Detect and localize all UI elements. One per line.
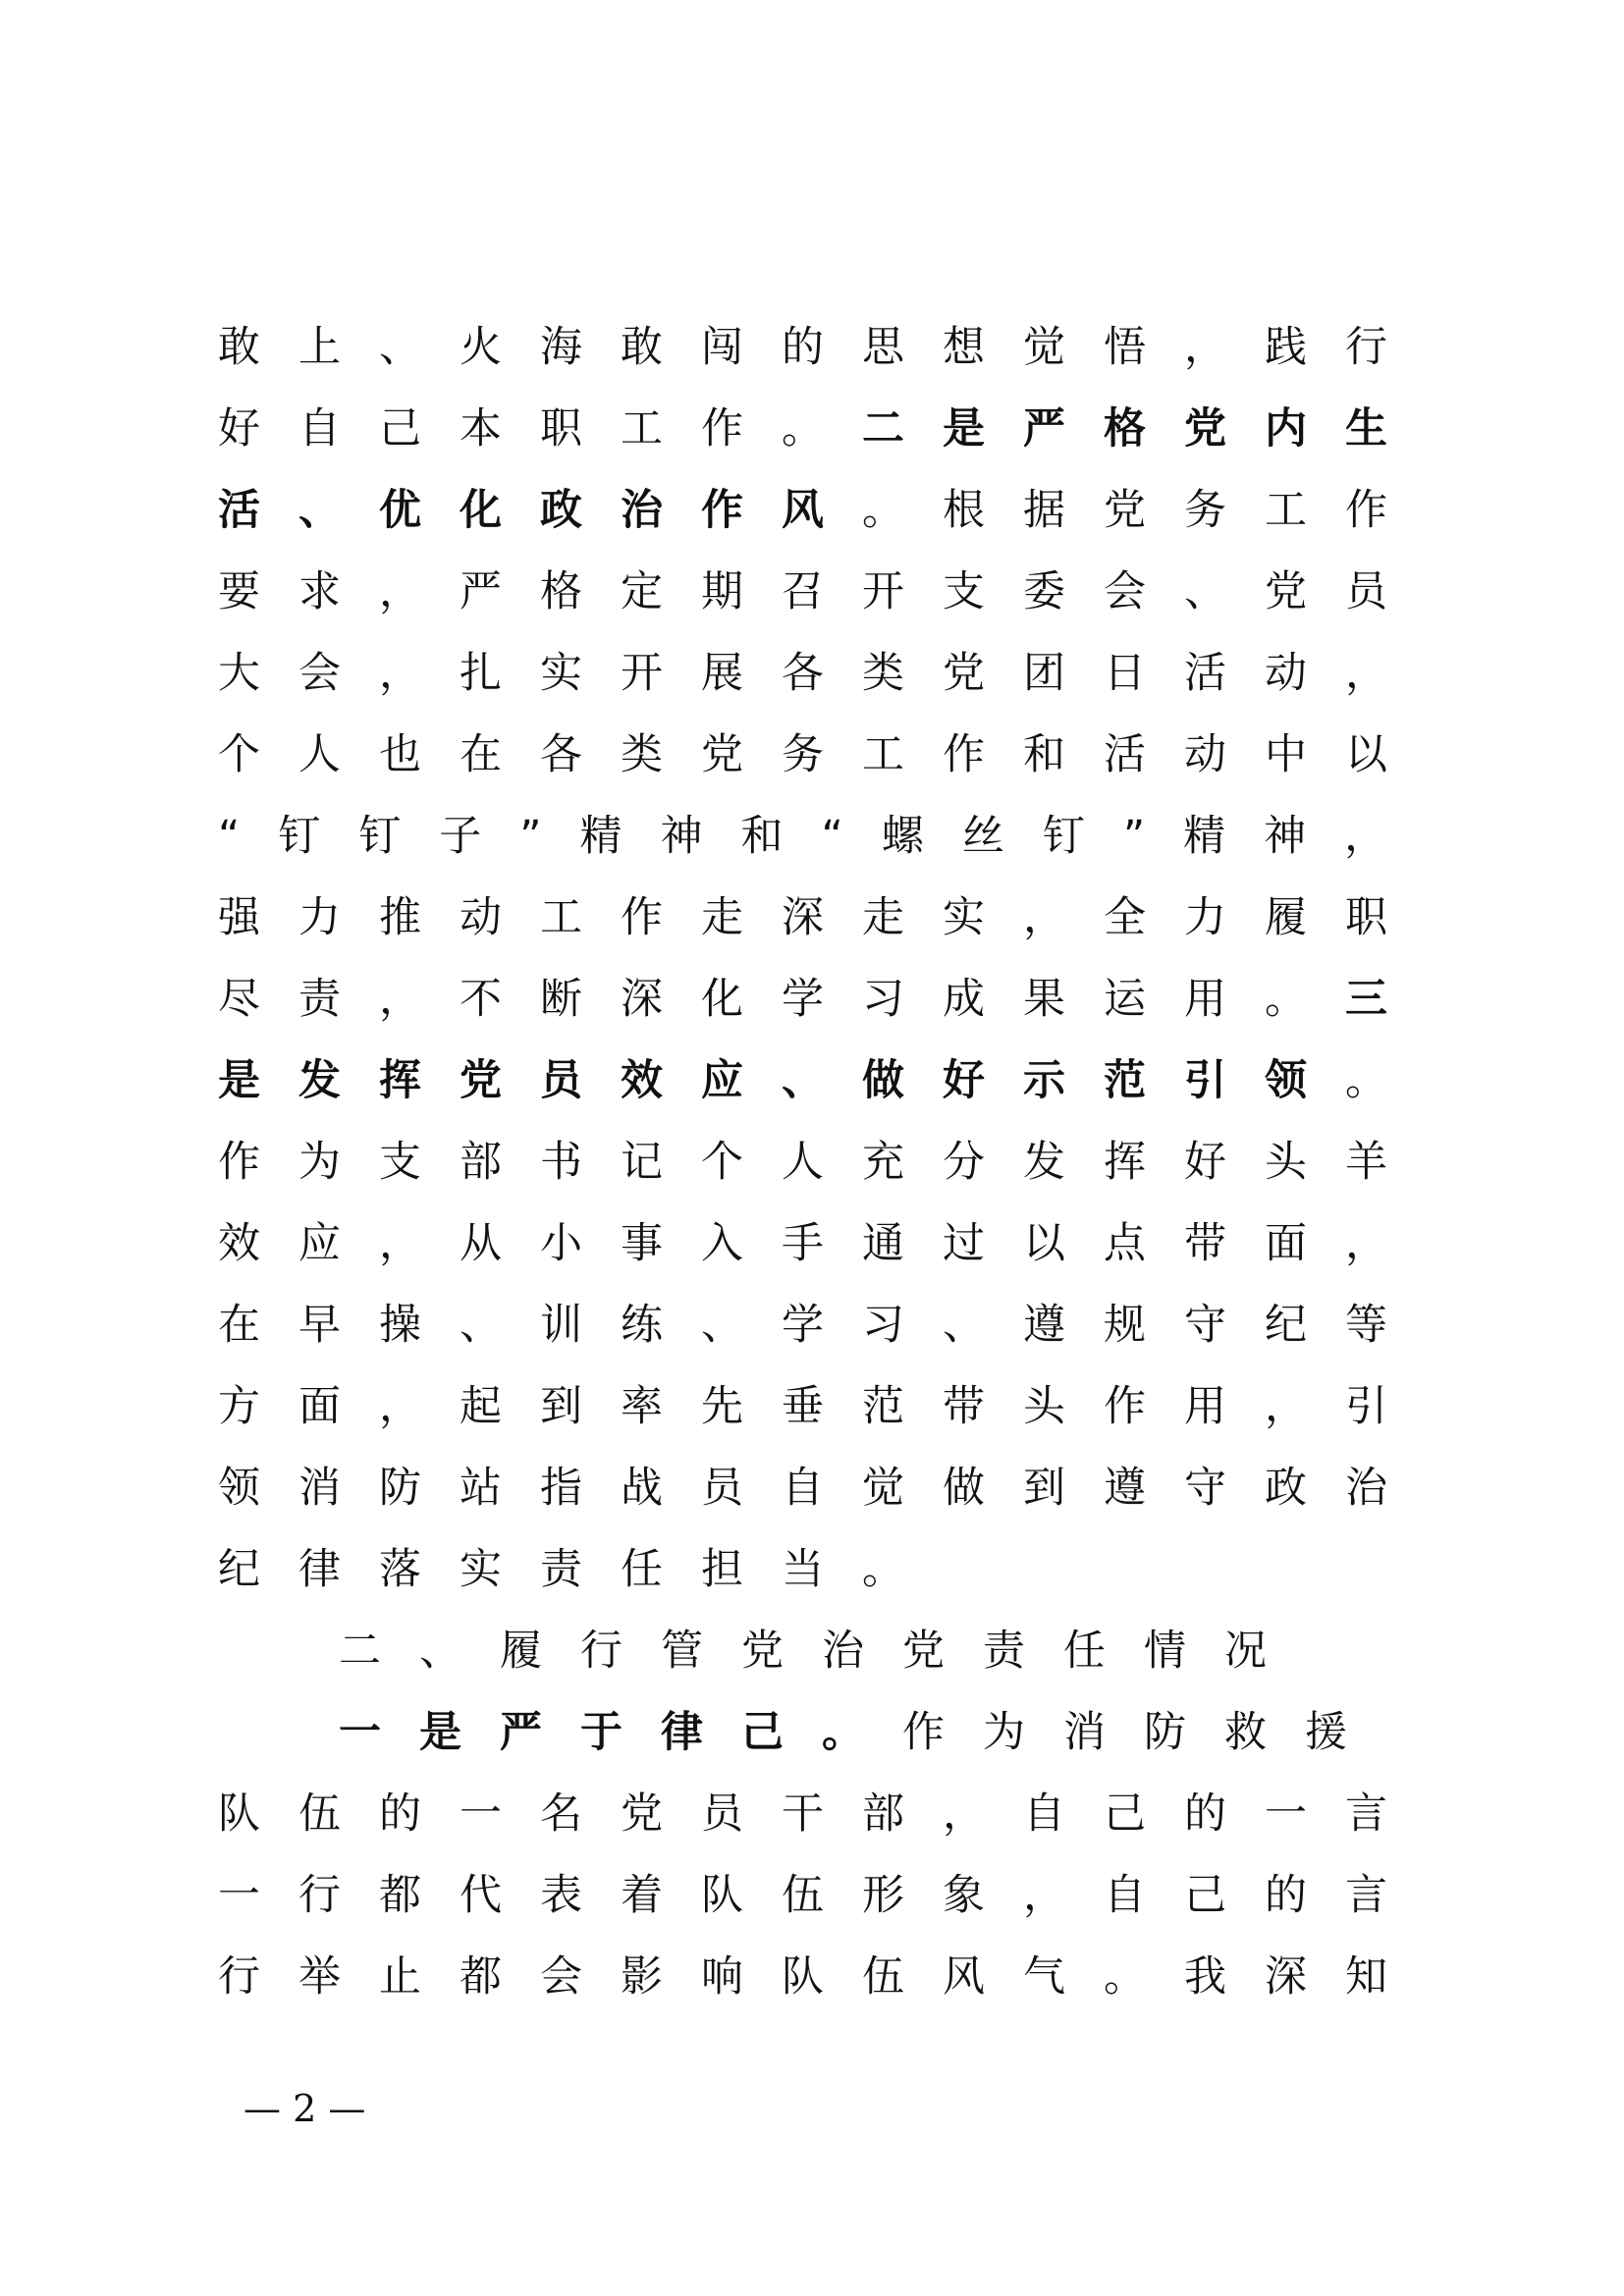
line-text: 强力推动工作走深走实，全力履职 (218, 893, 1426, 942)
bold-phrase: 二是严格党内生 (862, 404, 1426, 454)
body-line-4 (218, 551, 1426, 633)
para2-line-3 (218, 1854, 1426, 1937)
bold-phrase: 是发挥党员效应、做好示范引领 (218, 1056, 1345, 1105)
body-line-3 (218, 469, 1426, 552)
line-text: 。根据党务工作 (862, 486, 1426, 535)
line-text: 队伍的一名党员干部，自己的一言 (218, 1789, 1426, 1839)
line-text: 效应，从小事入手通过以点带面， (218, 1219, 1426, 1268)
body-line-6 (218, 714, 1426, 796)
body-line-5 (218, 632, 1426, 715)
line-text: 。 (1345, 1056, 1426, 1105)
body-line-1 (218, 306, 1426, 389)
body-line-11 (218, 1121, 1426, 1203)
para2-first-line (339, 1691, 1517, 1774)
body-line-16 (218, 1528, 1396, 1611)
body-line-7 (218, 795, 1426, 878)
body-line-13 (218, 1284, 1426, 1366)
line-text: “钉钉子”精神和“螺丝钉”精神， (218, 812, 1426, 861)
body-line-2 (218, 388, 1426, 470)
bold-phrase: 三 (1345, 975, 1426, 1024)
page-number: — 2 — (244, 2087, 366, 2130)
line-text: 好自己本职工作。 (218, 404, 862, 454)
body-line-10 (218, 1040, 1426, 1122)
line-text: 尽责，不断深化学习成果运用。 (218, 975, 1345, 1024)
line-text: 在早操、训练、学习、遵规守纪等 (218, 1301, 1426, 1350)
line-text: 领消防站指战员自觉做到遵守政治 (218, 1464, 1426, 1513)
bold-phrase: 一是严于律己。 (339, 1708, 902, 1757)
para2-line-2 (218, 1773, 1426, 1855)
line-text: 要求，严格定期召开支委会、党员 (218, 567, 1426, 616)
line-text: 作为支部书记个人充分发挥好头羊 (218, 1138, 1426, 1187)
body-line-14 (218, 1365, 1426, 1448)
line-text: 一行都代表着队伍形象，自己的言 (218, 1871, 1426, 1920)
line-text: 敢上、火海敢闯的思想觉悟，践行 (218, 323, 1426, 372)
line-text: 大会，扎实开展各类党团日活动， (218, 649, 1426, 698)
bold-phrase: 活、优化政治作风 (218, 486, 862, 535)
line-text: 作为消防救援 (902, 1708, 1385, 1757)
body-line-12 (218, 1202, 1426, 1285)
line-text: 方面，起到率先垂范带头作用，引 (218, 1382, 1426, 1431)
section-heading: 二、履行管党治党责任情况 (339, 1627, 1305, 1676)
line-text: 纪律落实责任担当。 (218, 1545, 943, 1594)
body-line-8 (218, 877, 1426, 959)
line-text: 个人也在各类党务工作和活动中以 (218, 730, 1426, 779)
body-line-15 (218, 1447, 1426, 1529)
body-line-9 (218, 958, 1426, 1041)
line-text: 行举止都会影响队伍风气。我深知 (218, 1952, 1426, 2002)
para2-line-4 (218, 1936, 1426, 2018)
